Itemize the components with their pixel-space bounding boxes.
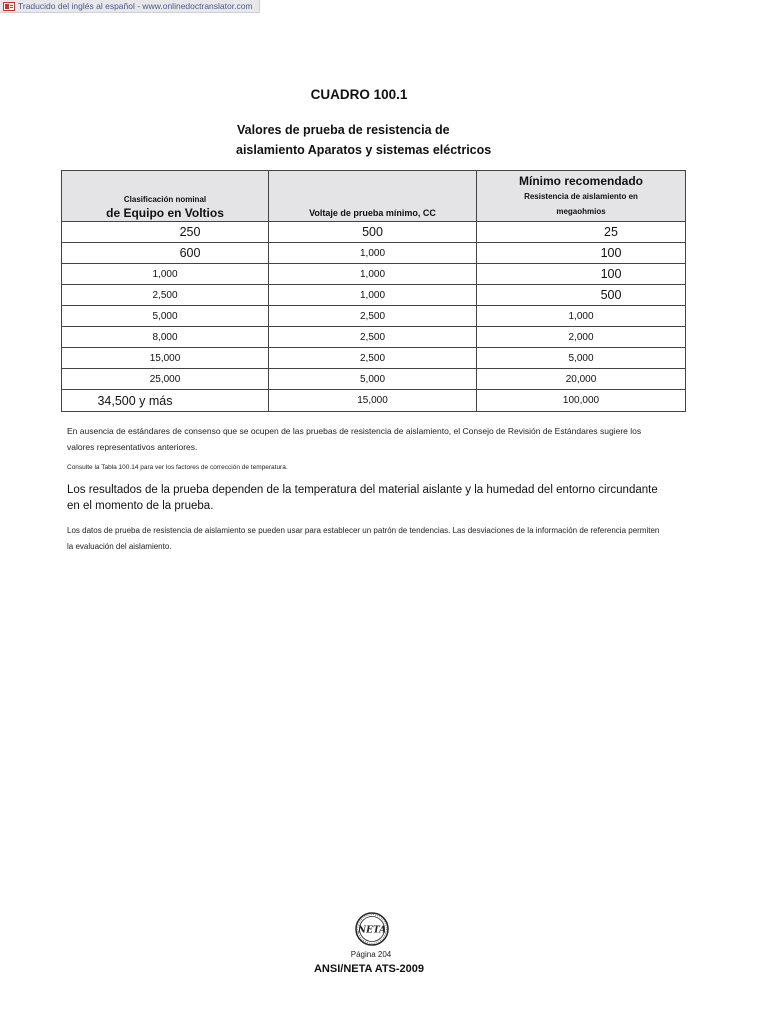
table-subtitle-line2: aislamiento Aparatos y sistemas eléctricos bbox=[236, 143, 492, 157]
table-row bbox=[62, 222, 686, 243]
note-temperature-correction: Consulte la Tabla 100.14 para ver los factores de corrección de temperatura. bbox=[67, 464, 288, 471]
table-cell-resistance: 100 bbox=[477, 264, 686, 285]
table-cell-resistance: 2,000 bbox=[477, 327, 686, 348]
table-title: CUADRO 100.1 bbox=[310, 87, 408, 102]
standard-code: ANSI/NETA ATS-2009 bbox=[313, 963, 425, 975]
note-consensus-standards: En ausencia de estándares de consenso que se ocupen de las pruebas de resistencia de aislamiento, el Consejo de Revisión de Estándares sugiere los valores representativos anteriores. bbox=[67, 426, 642, 452]
table-header-row bbox=[62, 171, 686, 222]
table-cell-voltage: 1,000 bbox=[269, 285, 477, 306]
table-cell-resistance: 100 bbox=[477, 243, 686, 264]
page-number: Página 204 bbox=[350, 950, 392, 959]
header-recommended-resistance-line1: Resistencia de aislamiento en bbox=[524, 192, 638, 201]
table-cell-resistance: 500 bbox=[477, 285, 686, 306]
table-cell-rating: 600 bbox=[62, 243, 269, 264]
table-cell-voltage: 15,000 bbox=[269, 390, 477, 412]
table-cell-resistance: 1,000 bbox=[477, 306, 686, 327]
table-cell-voltage: 1,000 bbox=[269, 264, 477, 285]
translator-logo-icon bbox=[3, 2, 15, 11]
table-row bbox=[62, 243, 686, 264]
neta-seal-text: NETA bbox=[357, 925, 387, 936]
table-cell-rating: 5,000 bbox=[62, 306, 269, 327]
header-min-test-voltage bbox=[269, 171, 477, 222]
table-row bbox=[62, 348, 686, 369]
table-cell-resistance: 100,000 bbox=[477, 390, 686, 412]
translator-banner[interactable] bbox=[0, 0, 260, 13]
table-cell-rating: 15,000 bbox=[62, 348, 269, 369]
header-nominal-rating-small: Clasificación nominal bbox=[123, 195, 207, 204]
translator-banner-text: Traducido del inglés al español - www.onlinedoctranslator.com bbox=[18, 1, 253, 11]
table-cell-rating: 25,000 bbox=[62, 369, 269, 390]
header-nominal-rating bbox=[62, 171, 269, 222]
header-recommended-resistance-line2: megaohmios bbox=[556, 207, 606, 216]
table-cell-voltage: 2,500 bbox=[269, 348, 477, 369]
table-cell-rating: 34,500 y más bbox=[62, 390, 269, 412]
note-trend-pattern: Los datos de prueba de resistencia de aislamiento se pueden usar para establecer un patrón de tendencias. Las desviaciones de la información de referencia permiten la evaluación del aislamiento. bbox=[67, 526, 660, 551]
table-row bbox=[62, 264, 686, 285]
neta-seal-icon bbox=[355, 912, 389, 946]
note-test-results-dependence: Los resultados de la prueba dependen de la temperatura del material aislante y la humedad del entorno circundante en el momento de la prueba. bbox=[67, 484, 658, 512]
table-cell-voltage: 2,500 bbox=[269, 327, 477, 348]
header-nominal-rating-big: de Equipo en Voltios bbox=[106, 206, 224, 220]
table-row bbox=[62, 285, 686, 306]
table-cell-resistance: 25 bbox=[477, 222, 686, 243]
insulation-resistance-table bbox=[61, 170, 686, 412]
table-cell-rating: 250 bbox=[62, 222, 269, 243]
table-cell-resistance: 5,000 bbox=[477, 348, 686, 369]
table-cell-rating: 8,000 bbox=[62, 327, 269, 348]
table-cell-rating: 1,000 bbox=[62, 264, 269, 285]
table-cell-voltage: 2,500 bbox=[269, 306, 477, 327]
table-cell-rating: 2,500 bbox=[62, 285, 269, 306]
table-row bbox=[62, 306, 686, 327]
table-cell-voltage: 5,000 bbox=[269, 369, 477, 390]
table-row bbox=[62, 369, 686, 390]
header-recommended-resistance bbox=[477, 171, 686, 222]
table-cell-voltage: 1,000 bbox=[269, 243, 477, 264]
table-cell-voltage: 500 bbox=[269, 222, 477, 243]
table-row bbox=[62, 390, 686, 412]
header-min-test-voltage-label: Voltaje de prueba mínimo, CC bbox=[309, 208, 436, 218]
table-cell-resistance: 20,000 bbox=[477, 369, 686, 390]
header-recommended-resistance-big: Mínimo recomendado bbox=[518, 174, 643, 188]
table-row bbox=[62, 327, 686, 348]
table-subtitle-line1: Valores de prueba de resistencia de bbox=[237, 123, 450, 137]
